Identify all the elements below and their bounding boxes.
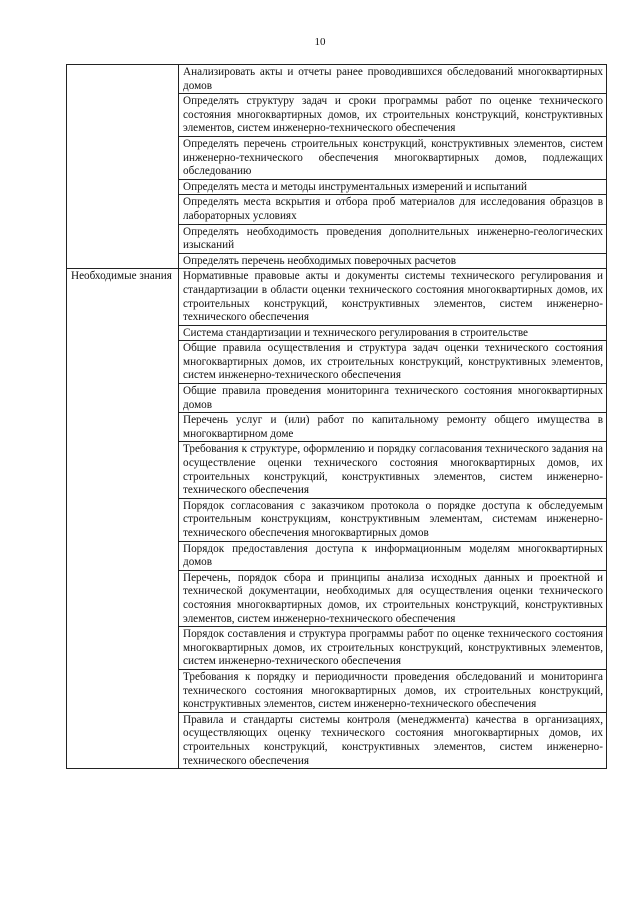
table-cell: Общие правила проведения мониторинга технического состояния многоквартирных домов	[179, 384, 607, 413]
requirements-table-body	[67, 65, 607, 769]
knowledge-label: Необходимые знания	[67, 269, 179, 769]
skills-label-cell	[67, 65, 179, 269]
table-cell: Анализировать акты и отчеты ранее проводившихся обследований многоквартирных домов	[179, 65, 607, 94]
table-cell: Определять структуру задач и сроки программы работ по оценке технического состояния многоквартирных домов, их строительных конструкций, конструктивных элементов, систем инженерно-технического обеспечения	[179, 94, 607, 137]
table-row	[67, 65, 607, 94]
table-cell: Определять места и методы инструментальных измерений и испытаний	[179, 179, 607, 195]
table-cell: Перечень услуг и (или) работ по капитальному ремонту общего имущества в многоквартирном доме	[179, 413, 607, 442]
table-cell: Нормативные правовые акты и документы системы технического регулирования и стандартизации в области оценки технического состояния многоквартирных домов, их строительных конструкций, конструктивных элементов, систем инженерно-технического обеспечения	[179, 269, 607, 325]
table-cell: Требования к порядку и периодичности проведения обследований и мониторинга технического состояния многоквартирных домов, их строительных конструкций, конструктивных элементов, систем инженерно-технического обеспечения	[179, 669, 607, 712]
table-cell: Порядок согласования с заказчиком протокола о порядке доступа к обследуемым строительным конструкциям, конструктивным элементам, системам инженерно-технического обеспечения многоквартирных домов	[179, 498, 607, 541]
table-cell: Определять перечень строительных конструкций, конструктивных элементов, систем инженерно-технического обеспечения многоквартирных домов, подлежащих обследованию	[179, 136, 607, 179]
page-number: 10	[314, 36, 326, 48]
table-cell: Порядок составления и структура программы работ по оценке технического состояния многоквартирных домов, их строительных конструкций, конструктивных элементов, систем инженерно-технического обеспечения	[179, 627, 607, 670]
table-cell: Определять перечень необходимых поверочных расчетов	[179, 253, 607, 269]
table-cell: Правила и стандарты системы контроля (менеджмента) качества в организациях, осуществляющих оценку технического состояния многоквартирных домов, их строительных конструкций, конструктивных элементов, систем инженерно-технического обеспечения	[179, 712, 607, 768]
table-cell: Перечень, порядок сбора и принципы анализа исходных данных и проектной и технической документации, необходимых для осуществления оценки технического состояния многоквартирных домов, их строительных конструкций, конструктивных элементов, систем инженерно-технического обеспечения	[179, 570, 607, 626]
table-row	[67, 269, 607, 325]
table-cell: Порядок предоставления доступа к информационным моделям многоквартирных домов	[179, 541, 607, 570]
requirements-table	[66, 64, 607, 769]
table-cell: Определять места вскрытия и отбора проб материалов для исследования образцов в лабораторных условиях	[179, 195, 607, 224]
table-cell: Система стандартизации и технического регулирования в строительстве	[179, 325, 607, 341]
table-cell: Общие правила осуществления и структура задач оценки технического состояния многоквартирных домов, их строительных конструкций, конструктивных элементов, систем инженерно-технического обеспечения	[179, 341, 607, 384]
table-cell: Требования к структуре, оформлению и порядку согласования технического задания на осуществление оценки технического состояния многоквартирных домов, их строительных конструкций, конструктивных элементов, систем инженерно-технического обеспечения	[179, 442, 607, 498]
table-cell: Определять необходимость проведения дополнительных инженерно-геологических изысканий	[179, 224, 607, 253]
